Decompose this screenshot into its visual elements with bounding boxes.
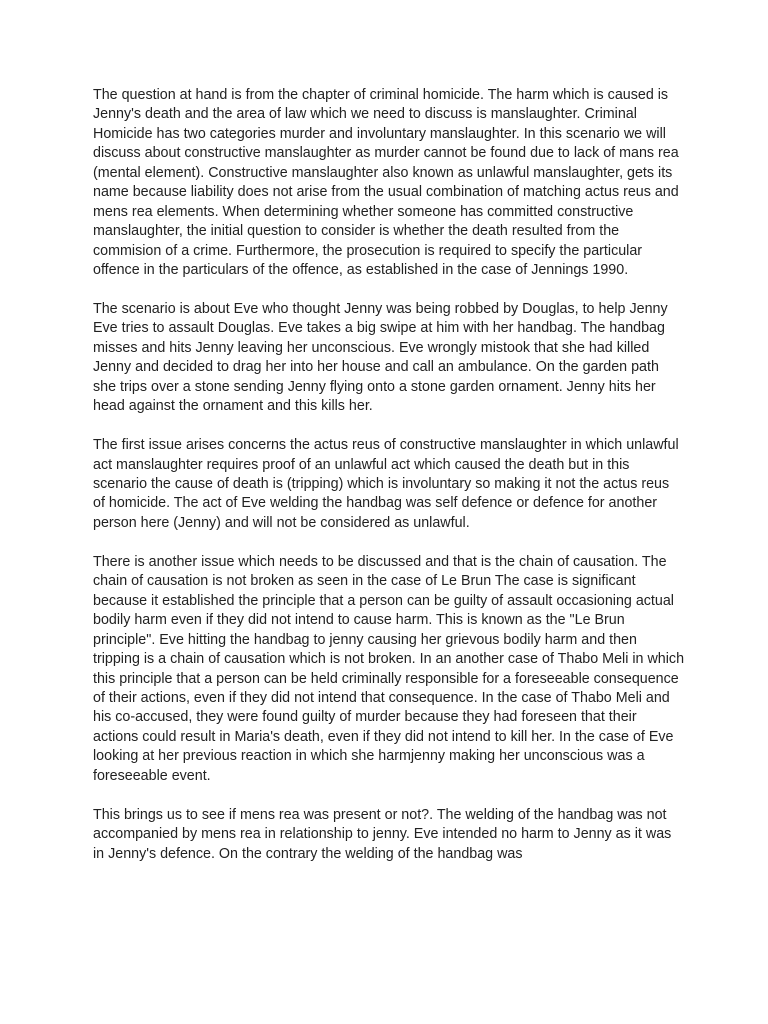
paragraph-causation: There is another issue which needs to be discussed and that is the chain of causation. The chain of causation is not broken as seen in the case of Le Brun The case is significant because it established the principle that a person can be guilty of assault occasioning actual bodily harm even if they did not intend to cause harm. This is known as the "Le Brun principle". Eve hitting the handbag to jenny causing her grievous bodily harm and then tripping is a chain of causation which is not broken. In an another case of Thabo Meli in which this principle that a person can be held criminally responsible for a foreseeable consequence of their actions, even if they did not intend that consequence. In the case of Thabo Meli and his co-accused, they were found guilty of murder because they had foreseen that their actions could result in Maria's death, even if they did not intend to kill her. In the case of Eve looking at her previous reaction in which she harmjenny making her unconscious was a foreseeable event. bbox=[93, 553, 685, 784]
paragraph-scenario: The scenario is about Eve who thought Jenny was being robbed by Douglas, to help Jenny Eve tries to assault Douglas. Eve takes a big swipe at him with her handbag. The handbag misses and hits Jenny leaving her unconscious. Eve wrongly mistook that she had killed Jenny and decided to drag her into her house and call an ambulance. On the garden path she trips over a stone sending Jenny flying onto a stone garden ornament. Jenny hits her head against the ornament and this kills her. bbox=[93, 300, 668, 415]
paragraph-mens-rea: This brings us to see if mens rea was present or not?. The welding of the handbag was not accompanied by mens rea in relationship to jenny. Eve intended no harm to Jenny as it was in Jenny's defence. On the contrary the welding of the handbag was bbox=[93, 806, 672, 862]
document-body bbox=[93, 86, 685, 884]
paragraph-intro: The question at hand is from the chapter of criminal homicide. The harm which is caused is Jenny's death and the area of law which we need to discuss is manslaughter. Criminal Homicide has two categories murder and involuntary manslaughter. In this scenario we will discuss about constructive manslaughter as murder cannot be found due to lack of mans rea (mental element). Constructive manslaughter also known as unlawful manslaughter, gets its name because liability does not arise from the usual combination of matching actus reus and mens rea elements. When determining whether someone has committed constructive manslaughter, the initial question to consider is whether the death resulted from the commision of a crime. Furthermore, the prosecution is required to specify the particular offence in the particulars of the offence, as established in the case of Jennings 1990. bbox=[93, 87, 679, 279]
paragraph-first-issue: The first issue arises concerns the actus reus of constructive manslaughter in which unlawful act manslaughter requires proof of an unlawful act which caused the death but in this scenario the cause of death is (tripping) which is involuntary so making it not the actus reus of homicide. The act of Eve welding the handbag was self defence or defence for another person here (Jenny) and will not be considered as unlawful. bbox=[93, 437, 679, 531]
